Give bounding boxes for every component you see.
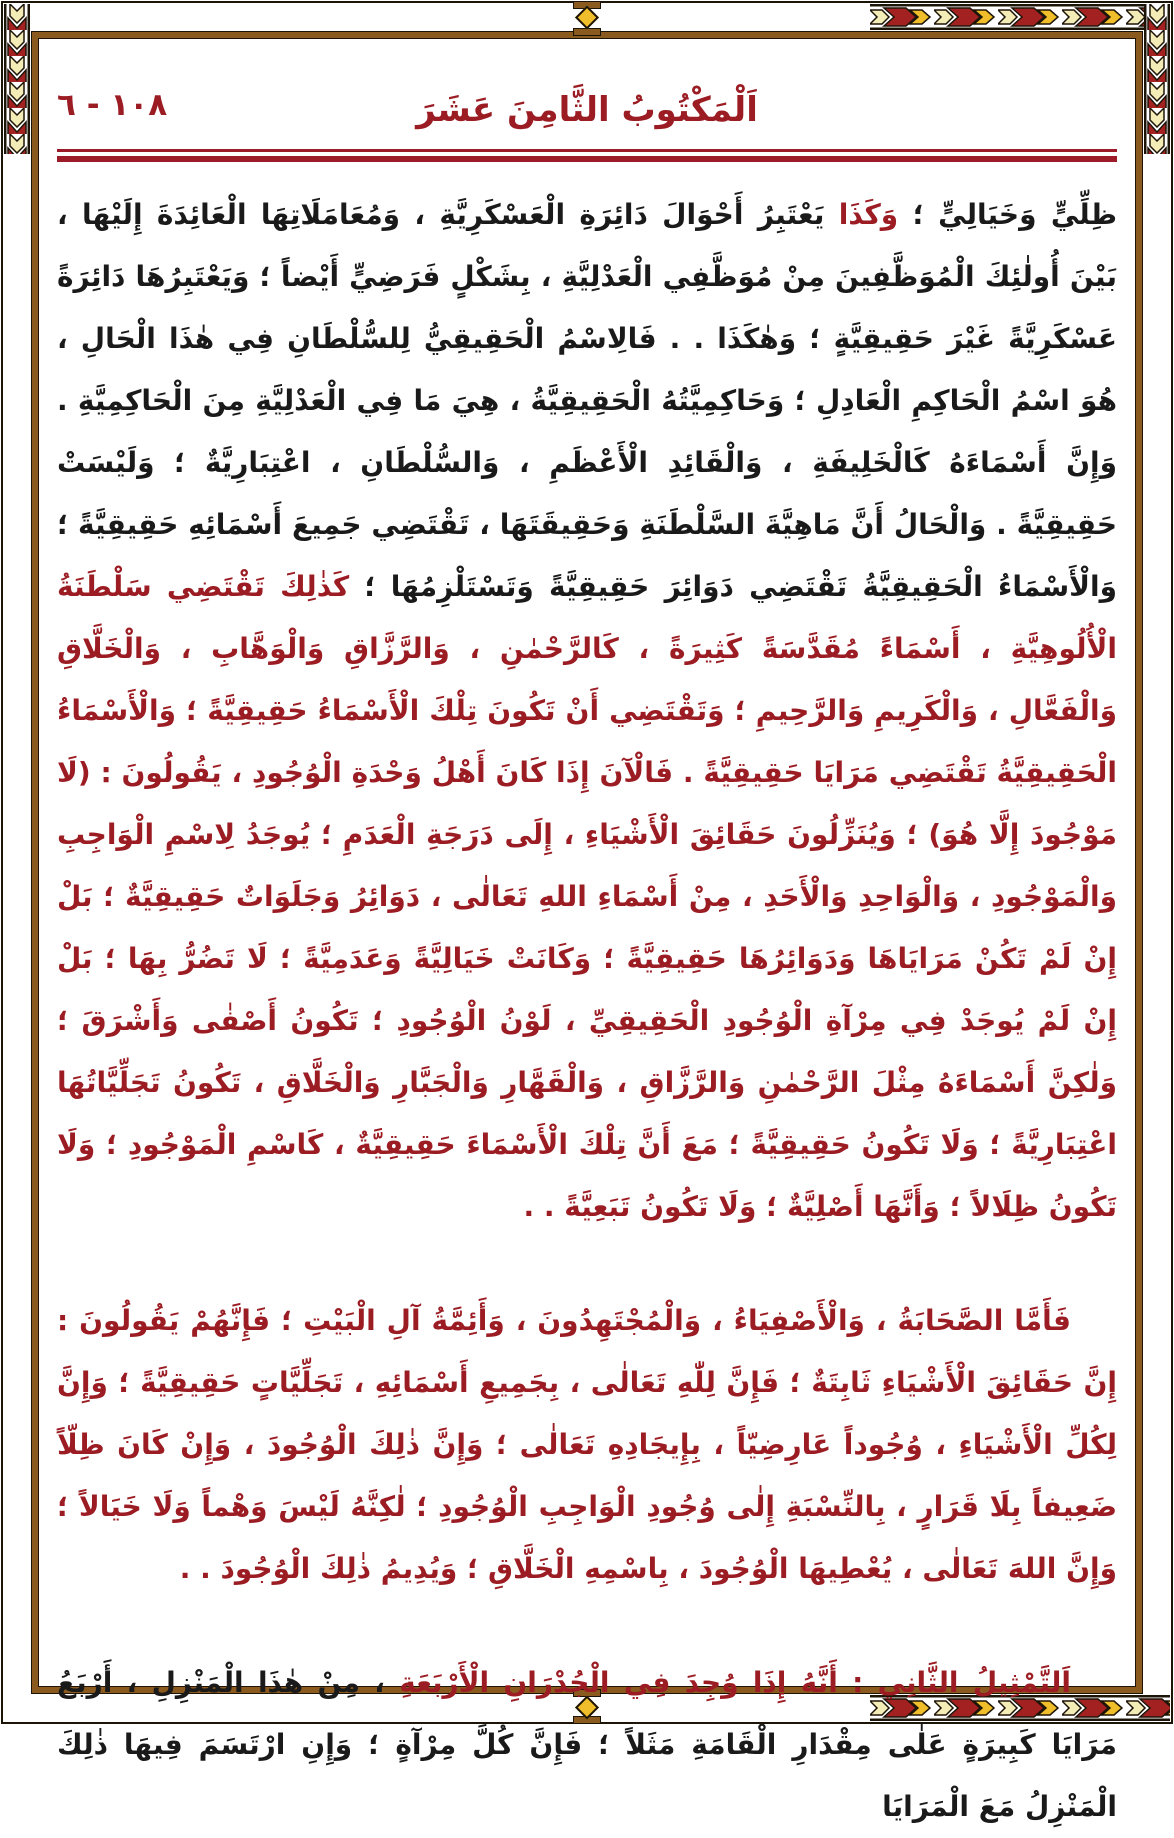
page-content <box>39 39 1135 1823</box>
page-header <box>57 81 1117 139</box>
page-title: اَلْمَكْتُوبُ الثَّامِنَ عَشَرَ <box>416 90 758 130</box>
paragraph <box>57 1652 1117 1838</box>
header-rule <box>57 149 1117 162</box>
border-ornament-diamond-icon <box>575 5 599 29</box>
paragraph <box>57 184 1117 1238</box>
page-number: ١٠٨ - ٦ <box>57 87 168 123</box>
border-chain-right <box>1144 4 1170 154</box>
text-segment-red: كَذٰلِكَ تَقْتَضِي سَلْطَنَةُ الْأُلُوهِيَّةِ ، أَسْمَاءً مُقَدَّسَةً كَثِيرَةً ، كَالرَّحْمٰنِ ، وَالرَّزَّاقِ وَالْوَهَّابِ ، وَالْخَلَّاقِ وَالْفَعَّالِ ، وَالْكَرِيمِ وَالرَّحِيمِ ؛ وَتَقْتَضِي أَنْ تَكُونَ تِلْكَ الْأَسْمَاءُ حَقِيقِيَّةً ؛ وَالْأَسْمَاءُ الْحَقِيقِيَّةُ تَقْتَضِي مَرَايَا حَقِيقِيَّةً . فَالْآنَ إِذَا كَانَ أَهْلُ وَحْدَةِ الْوُجُودِ ، يَقُولُونَ : (لَا مَوْجُودَ إِلَّا هُوَ) ؛ وَيُنَزِّلُونَ حَقَائِقَ الْأَشْيَاءِ ، إِلَى دَرَجَةِ الْعَدَمِ ؛ يُوجَدُ لِاسْمِ الْوَاجِبِ وَالْمَوْجُودِ ، وَالْوَاحِدِ وَالْأَحَدِ ، مِنْ أَسْمَاءِ اللهِ تَعَالٰى ، دَوَائِرُ وَجَلَوَاتٌ حَقِيقِيَّةٌ ؛ بَلْ إِنْ لَمْ تَكُنْ مَرَايَاهَا وَدَوَائِرُهَا حَقِيقِيَّةً ؛ وَكَانَتْ خَيَالِيَّةً وَعَدَمِيَّةً ؛ لَا تَضُرُّ بِهَا ؛ بَلْ إِنْ لَمْ يُوجَدْ فِي مِرْآةِ الْوُجُودِ الْحَقِيقِيِّ ، لَوْنُ الْوُجُودِ ؛ تَكُونُ أَصْفٰى وَأَشْرَقَ ؛ وَلٰكِنَّ أَسْمَاءَهُ مِثْلَ الرَّحْمٰنِ وَالرَّزَّاقِ ، وَالْقَهَّارِ وَالْجَبَّارِ وَالْخَلَّاقِ ، تَكُونُ تَجَلِّيَّاتُهَا اعْتِبَارِيَّةً ؛ وَلَا تَكُونُ حَقِيقِيَّةً ؛ مَعَ أَنَّ تِلْكَ الْأَسْمَاءَ حَقِيقِيَّةٌ ، كَاسْمِ الْمَوْجُودِ ؛ وَلَا تَكُونُ ظِلَالاً ؛ وَأَنَّهَا أَصْلِيَّةٌ ؛ وَلَا تَكُونُ تَبَعِيَّةً . . <box>57 570 1117 1223</box>
text-segment-red: وَكَذَا <box>838 198 899 231</box>
paragraph <box>57 1290 1117 1600</box>
text-segment-black: يَعْتَبِرُ أَحْوَالَ دَائِرَةِ الْعَسْكَرِيَّةِ ، وَمُعَامَلَاتِهَا الْعَائِدَةَ إِلَيْهَا ، بَيْنَ أُولٰئِكَ الْمُوَظَّفِينَ مِنْ مُوَظَّفِي الْعَدْلِيَّةِ ، بِشَكْلٍ فَرَضِيٍّ أَيْضاً ؛ وَيَعْتَبِرُهَا دَائِرَةً عَسْكَرِيَّةً غَيْرَ حَقِيقِيَّةٍ ؛ وَهٰكَذَا . . فَالِاسْمُ الْحَقِيقِيُّ لِلسُّلْطَانِ فِي هٰذَا الْحَالِ ، هُوَ اسْمُ الْحَاكِمِ الْعَادِلِ ؛ وَحَاكِمِيَّتُهُ الْحَقِيقِيَّةُ ، هِيَ مَا فِي الْعَدْلِيَّةِ مِنَ الْحَاكِمِيَّةِ . وَإِنَّ أَسْمَاءَهُ كَالْخَلِيفَةِ ، وَالْقَائِدِ الْأَعْظَمِ ، وَالسُّلْطَانِ ، اعْتِبَارِيَّةٌ ؛ وَلَيْسَتْ حَقِيقِيَّةً . وَالْحَالُ أَنَّ مَاهِيَّةَ السَّلْطَنَةِ وَحَقِيقَتَهَا ، تَقْتَضِي جَمِيعَ أَسْمَائِهِ حَقِيقِيَّةً ؛ وَالْأَسْمَاءُ الْحَقِيقِيَّةُ تَقْتَضِي دَوَائِرَ حَقِيقِيَّةً وَتَسْتَلْزِمُهَا ؛ <box>57 198 1117 603</box>
text-segment-black: ، مِنْ هٰذَا الْمَنْزِلِ ، أَرْبَعُ مَرَايَا كَبِيرَةٍ عَلٰى مِقْدَارِ الْقَامَةِ مَثَلاً ؛ فَإِنَّ كُلَّ مِرْآةٍ ؛ وَإِنِ ارْتَسَمَ فِيهَا ذٰلِكَ الْمَنْزِلُ مَعَ الْمَرَايَا <box>57 1666 1117 1823</box>
text-segment-red: اَلتَّمْثِيلُ الثَّانِي : أَنَّهُ إِذَا وُجِدَ فِي الْجُدْرَانِ الْأَرْبَعَةِ <box>399 1666 1071 1699</box>
text-segment-red: فَأَمَّا الصَّحَابَةُ ، وَالْأَصْفِيَاءُ ، وَالْمُجْتَهِدُونَ ، وَأَئِمَّةُ آلِ الْبَيْتِ ؛ فَإِنَّهُمْ يَقُولُونَ : إِنَّ حَقَائِقَ الْأَشْيَاءِ ثَابِتَةٌ ؛ فَإِنَّ لِلّٰهِ تَعَالٰى ، بِجَمِيعِ أَسْمَائِهِ ، تَجَلِّيَّاتٍ حَقِيقِيَّةً ؛ وَإِنَّ لِكُلِّ الْأَشْيَاءِ ، وُجُوداً عَارِضِيّاً ، بِإِيجَادِهِ تَعَالٰى ؛ وَإِنَّ ذٰلِكَ الْوُجُودَ ، وَإِنْ كَانَ ظِلّاً ضَعِيفاً بِلَا قَرَارٍ ، بِالنِّسْبَةِ إِلٰى وُجُودِ الْوَاجِبِ الْوُجُودِ ؛ لٰكِنَّهُ لَيْسَ وَهْماً وَلَا خَيَالاً ؛ وَإِنَّ اللهَ تَعَالٰى ، يُعْطِيهَا الْوُجُودَ ، بِاسْمِهِ الْخَلَّاقِ ؛ وَيُدِيمُ ذٰلِكَ الْوُجُودَ . . <box>57 1304 1117 1585</box>
body-text <box>57 162 1117 1838</box>
text-segment-black: ظِلِّيٍّ وَخَيَالِيٍّ ؛ <box>898 198 1117 231</box>
border-chain-left <box>4 4 30 154</box>
border-chain-top <box>870 4 1170 30</box>
